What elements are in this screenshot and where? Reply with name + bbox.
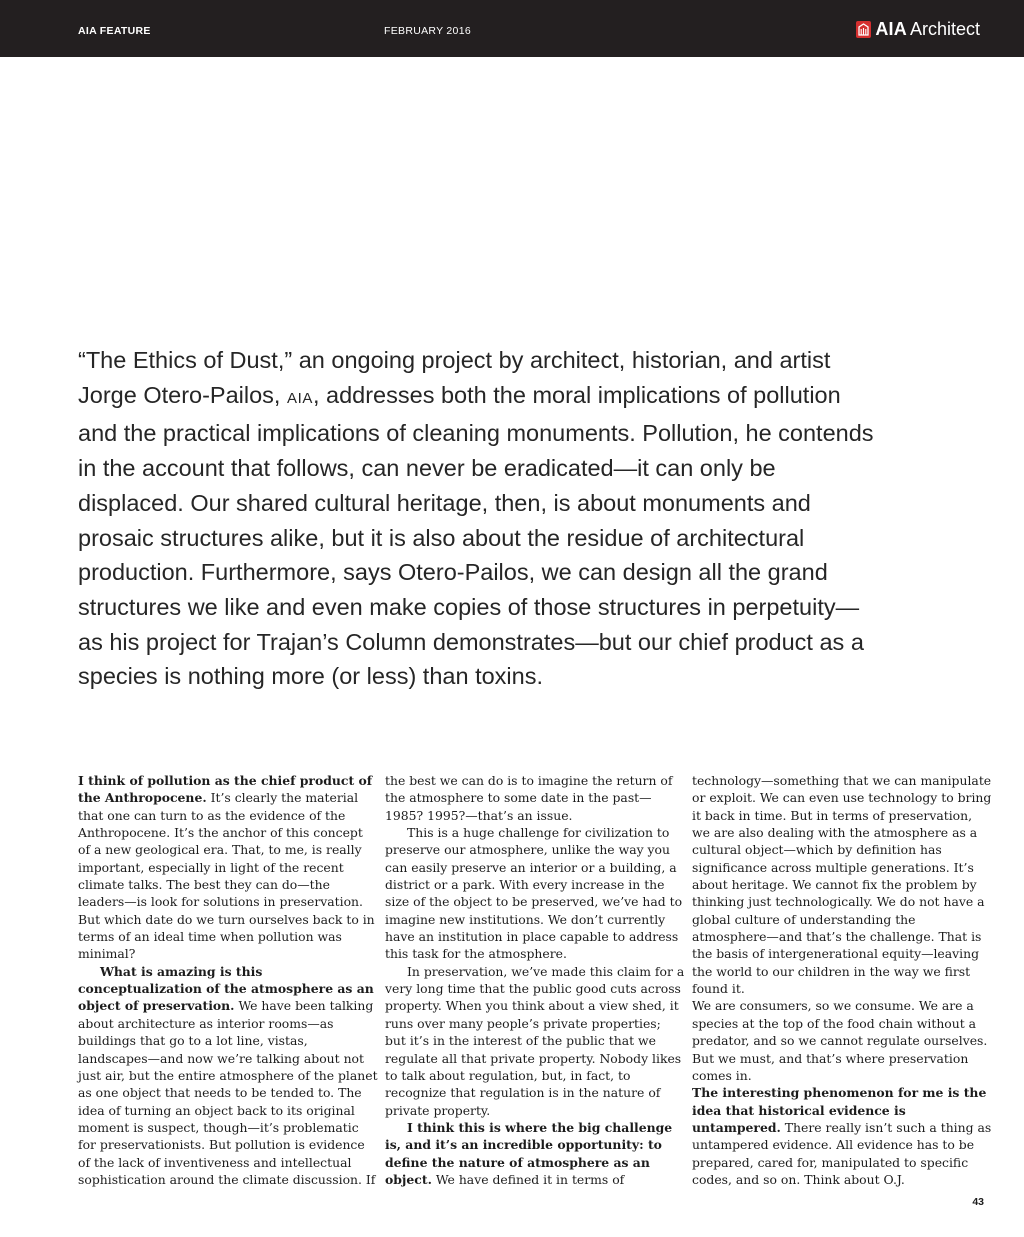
body-paragraph-2 bbox=[78, 963, 378, 1188]
body-text-1: It’s clearly the material that one can turn to as the evidence of the Anthropocene. It’s the anchor of this concept of a new geological era. That, to me, is really important, especially in light of the recent climate talks. The best they can do—the leaders—is look for solutions in preservation. But which date do we turn ourselves back to in terms of an ideal time when pollution was minimal? bbox=[78, 790, 375, 962]
body-text-4: In preservation, we’ve made this claim for a very long time that the public good cuts across property. When you think about a view shed, it runs over many people’s private properties; but it’s in the interest of the public that we regulate all that private property. Nobody likes to talk about regulation, but, in fact, to recognize that regulation is in the nature of private property. bbox=[385, 963, 685, 1118]
body-paragraph-5 bbox=[385, 1119, 685, 1188]
lead-in-1: I think of pollution as the chief product of the Anthropocene. bbox=[78, 773, 373, 806]
body-text-6-continued: We are consumers, so we consume. We are a species at the top of the food chain without a predator, and so we cannot regulate ourselves. But we must, and that’s where preservation comes in. bbox=[692, 998, 988, 1083]
body-paragraph-2-continued bbox=[385, 772, 685, 824]
body-text-2-continued: the best we can do is to imagine the return of the atmosphere to some date in the past—1985? 1995?—that’s an issue. bbox=[385, 773, 673, 823]
intro-text-part-2: , addresses both the moral implications of pollution and the practical implications of cleaning monuments. Pollution, he contends in the account that follows, can never be eradicated—it can only be displaced. Our shared cultural heritage, then, is about monuments and prosaic structures alike, but it is also about the residue of architectural production. Furthermore, says Otero-Pailos, we can design all the grand structures we like and even make copies of those structures in perpetuity—as his project for Trajan’s Column demonstrates—but our chief product as a species is nothing more (or less) than toxins. bbox=[78, 381, 874, 690]
body-text-5-continued: technology—something that we can manipulate or exploit. We can even use technology to bring it back in time. But in terms of preservation, we are also dealing with the atmosphere as a cultural object—which by definition has significance across multiple generations. It’s about heritage. We cannot fix the problem by thinking just technologically. We do not have a global culture of understanding the atmosphere—and that’s the challenge. That is the basis of intergenerational equity—leaving the world to our children in the way we first found it. bbox=[692, 773, 992, 997]
aia-emblem-icon bbox=[856, 21, 871, 38]
section-label: AIA FEATURE bbox=[78, 25, 151, 37]
body-text-7-continued: There really isn’t such a thing as untampered evidence. All evidence has to be prepared, cared for, manipulated to specific codes, and so on. Think about O.J. bbox=[692, 1119, 992, 1187]
body-column-2 bbox=[385, 772, 685, 1188]
body-paragraph-7-continued bbox=[692, 1084, 992, 1188]
lead-in-2: What is amazing is this conceptualization of the atmosphere as an object of preservation. bbox=[78, 963, 374, 1014]
body-paragraph-4 bbox=[385, 963, 685, 1119]
body-column-1 bbox=[78, 772, 378, 1188]
intro-text-part-1: “The Ethics of Dust,” an ongoing project by architect, historian, and artist Jorge Otero-Pailos, bbox=[78, 347, 831, 408]
brand-aia: AIA bbox=[875, 18, 907, 39]
lead-in-5: I think this is where the big challenge is, and it’s an incredible opportunity: to define the nature of atmosphere as an object. bbox=[385, 1119, 673, 1187]
body-text-5: We have defined it in terms of bbox=[431, 1171, 625, 1187]
body-paragraph-5-continued bbox=[692, 772, 992, 997]
brand-logo-group[interactable] bbox=[856, 17, 980, 41]
lead-in-7-continued: The interesting phenomenon for me is the idea that historical evidence is untampered. bbox=[692, 1085, 987, 1135]
body-paragraph-6-continued bbox=[692, 997, 992, 1084]
body-paragraph-1 bbox=[78, 772, 378, 963]
page-number: 43 bbox=[972, 1196, 984, 1208]
brand-name: Architect bbox=[909, 18, 980, 39]
body-text-3: This is a huge challenge for civilization to preserve our atmosphere, unlike the way you can easily preserve an interior or a building, a district or a park. With every increase in the size of the object to be preserved, we’ve had to imagine new institutions. We don’t currently have an institution in place capable to address this task for the atmosphere. bbox=[385, 825, 683, 962]
header-bar bbox=[0, 0, 1024, 57]
intro-paragraph bbox=[78, 343, 878, 694]
body-paragraph-3 bbox=[385, 824, 685, 963]
body-text-2: We have been talking about architecture as interior rooms—as buildings that go to a lot line, vistas, landscapes—and now we’re talking about not just air, but the entire atmosphere of the planet as one object that needs to be tended to. The idea of turning an object back to its original moment is suspect, though—it’s problematic for preservationists. But pollution is evidence of the lack of inventiveness and intellectual sophistication around the climate discussion. If bbox=[78, 998, 378, 1187]
body-column-3 bbox=[692, 772, 992, 1188]
intro-smallcaps: AIA bbox=[286, 389, 313, 407]
issue-date: FEBRUARY 2016 bbox=[384, 25, 471, 37]
